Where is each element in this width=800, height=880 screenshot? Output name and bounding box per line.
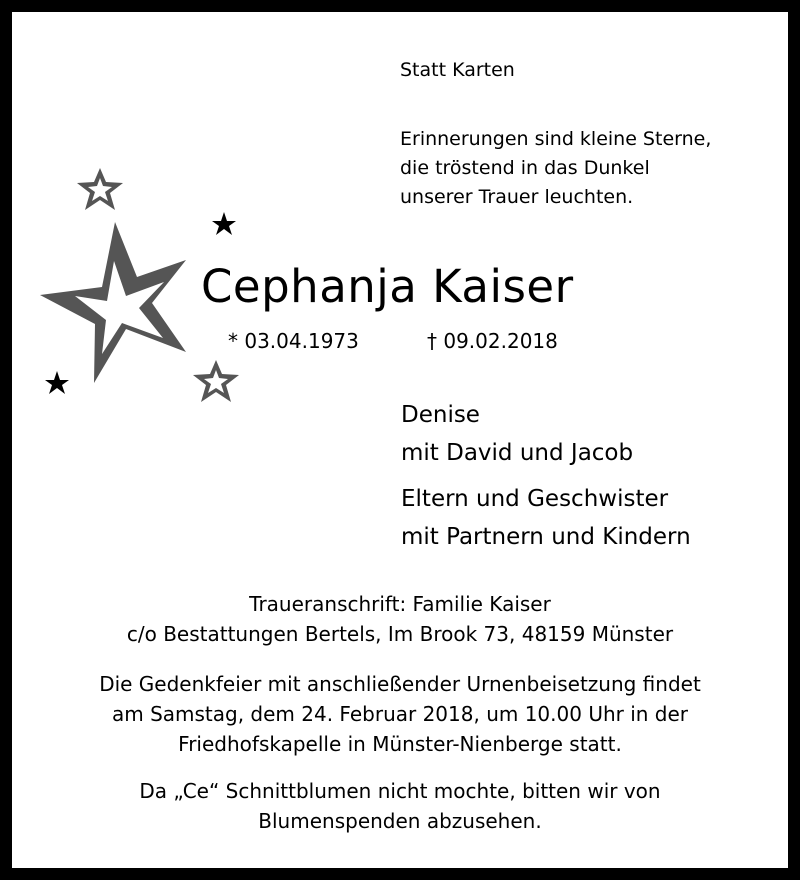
poem-line: Erinnerungen sind kleine Sterne, [400, 128, 712, 150]
star-filled-icon [45, 371, 69, 394]
statt-karten: Statt Karten [400, 59, 515, 81]
mourner-line: mit Partnern und Kindern [401, 524, 691, 550]
poem-line: unserer Trauer leuchten. [400, 186, 634, 208]
address-line: Traueranschrift: Familie Kaiser [249, 592, 551, 616]
flowers-line: Da „Ce“ Schnittblumen nicht mochte, bitten wir von [139, 779, 661, 803]
death-date: † 09.02.2018 [427, 329, 558, 353]
address-line: c/o Bestattungen Bertels, Im Brook 73, 48159 Münster [126, 622, 674, 646]
small-star-outline-icon [193, 360, 239, 402]
poem-line: die tröstend in das Dunkel [400, 157, 650, 179]
mourner-line: Denise [401, 402, 480, 428]
mourner-line: mit David und Jacob [401, 440, 634, 466]
mourner-line: Eltern und Geschwister [401, 486, 669, 512]
large-star-outline-icon [40, 222, 186, 383]
ceremony-line: am Samstag, dem 24. Februar 2018, um 10.00 Uhr in der [111, 702, 689, 726]
small-star-outline-icon [77, 168, 123, 210]
flowers-line: Blumenspenden abzusehen. [258, 809, 542, 833]
obituary-card [12, 12, 788, 868]
ceremony-line: Die Gedenkfeier mit anschließender Urnenbeisetzung findet [99, 672, 701, 696]
deceased-name: Cephanja Kaiser [201, 260, 574, 313]
birth-date: * 03.04.1973 [228, 329, 359, 353]
ceremony-line: Friedhofskapelle in Münster-Nienberge statt. [178, 732, 622, 756]
star-filled-icon [212, 212, 236, 235]
